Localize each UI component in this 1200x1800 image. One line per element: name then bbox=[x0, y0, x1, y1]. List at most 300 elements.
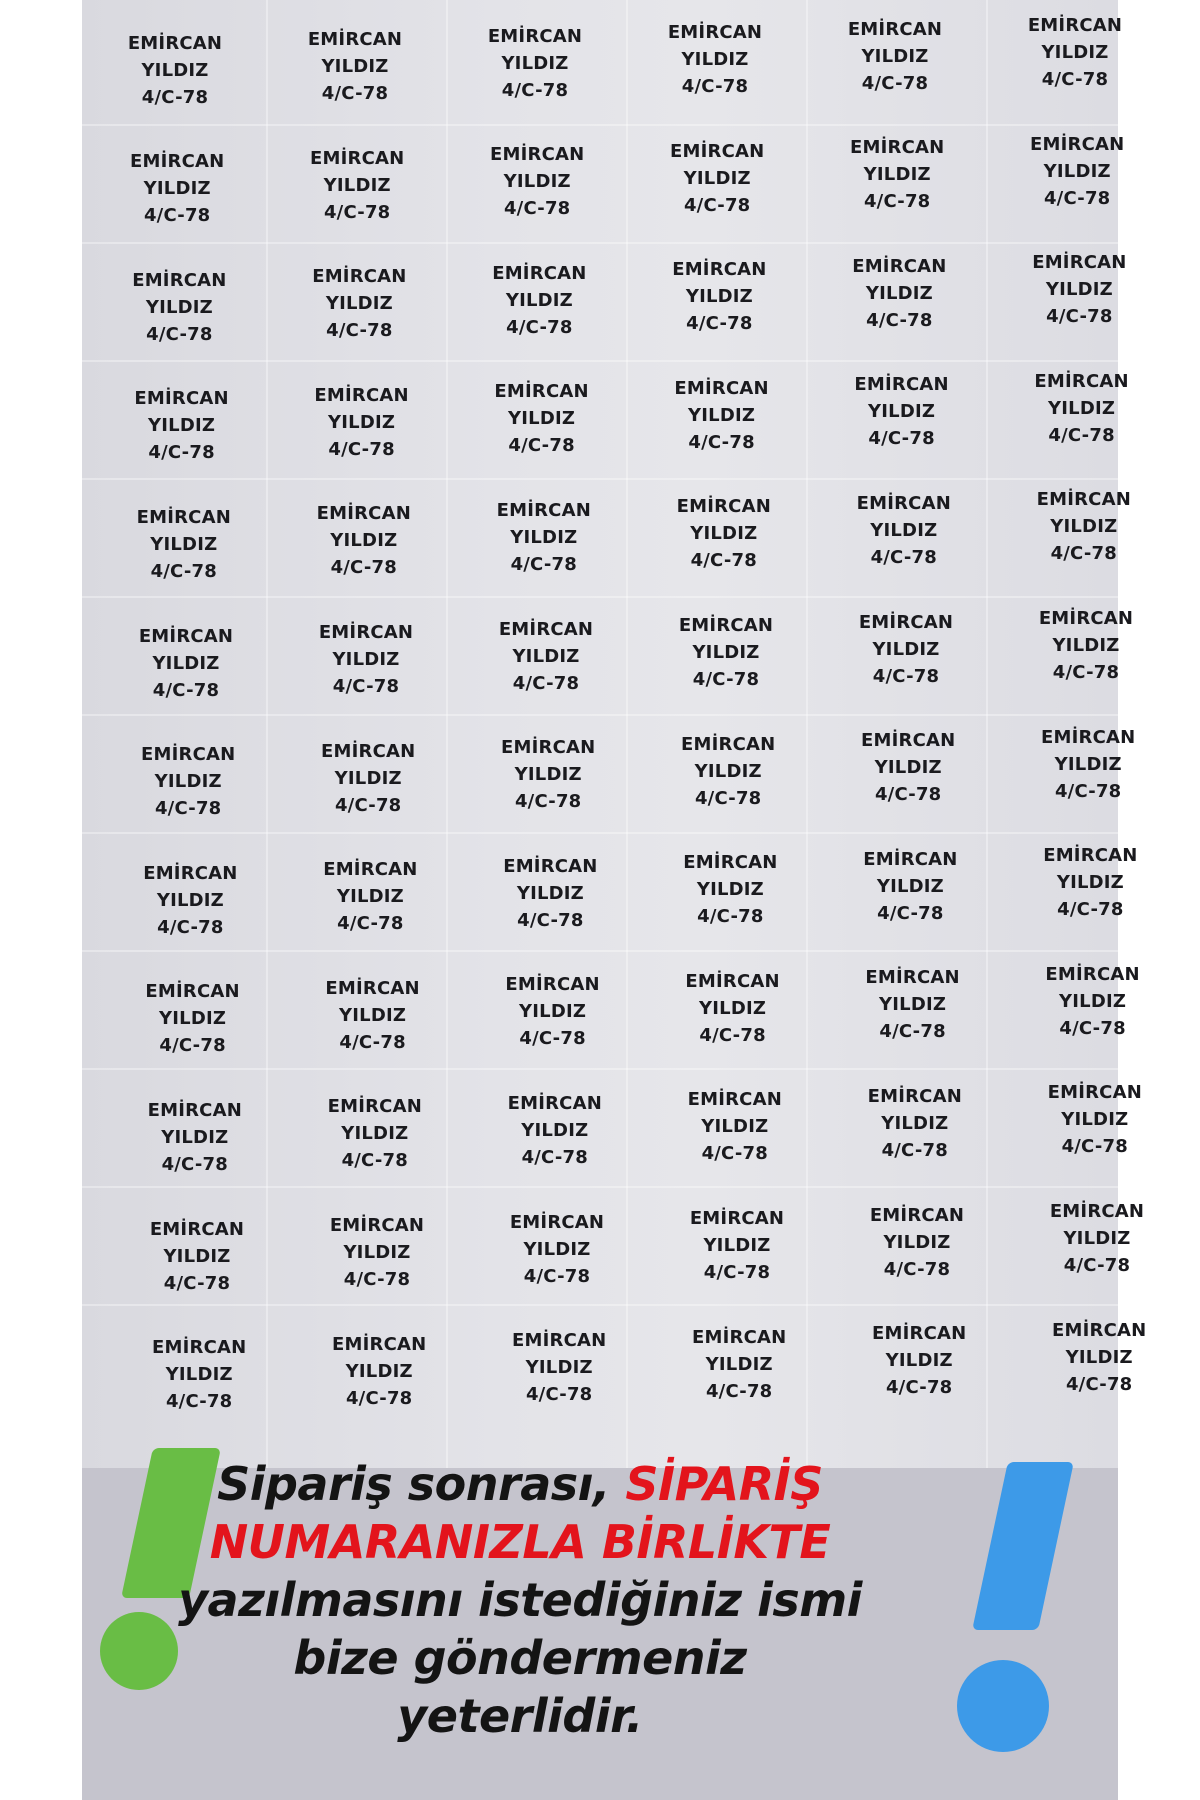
name-label-line2: YILDIZ bbox=[328, 411, 396, 433]
name-label bbox=[112, 1201, 282, 1311]
name-label-line1: EMİRCAN bbox=[1045, 963, 1140, 985]
name-label bbox=[834, 1306, 1004, 1416]
name-label-line2: YILDIZ bbox=[336, 886, 404, 908]
name-label bbox=[823, 713, 993, 823]
name-label bbox=[114, 1320, 284, 1430]
name-label-line2: YILDIZ bbox=[865, 282, 933, 304]
name-label-line1: EMİRCAN bbox=[1049, 1201, 1145, 1222]
name-label-line1: EMİRCAN bbox=[1052, 1319, 1147, 1341]
name-label-line3: 4/C-78 bbox=[345, 1387, 413, 1409]
name-label-line3: 4/C-78 bbox=[341, 1150, 409, 1172]
name-label bbox=[830, 1068, 1000, 1178]
name-label-line2: YILDIZ bbox=[159, 1008, 227, 1030]
name-label-line3: 4/C-78 bbox=[339, 1031, 406, 1053]
name-label-line3: 4/C-78 bbox=[683, 194, 751, 216]
name-label-line1: EMİRCAN bbox=[503, 855, 598, 877]
name-label-line2: YILDIZ bbox=[154, 771, 222, 793]
name-label-line2: YILDIZ bbox=[514, 764, 582, 786]
name-label-line2: YILDIZ bbox=[321, 56, 389, 77]
name-label bbox=[288, 960, 458, 1070]
label-column-divider bbox=[266, 0, 268, 1468]
name-label-line1: EMİRCAN bbox=[487, 25, 583, 47]
name-label bbox=[994, 235, 1164, 345]
exclamation-green-dot-icon bbox=[100, 1612, 178, 1690]
name-label bbox=[97, 371, 267, 481]
name-label-line3: 4/C-78 bbox=[154, 798, 222, 820]
name-label-line3: 4/C-78 bbox=[861, 72, 929, 94]
name-label-line2: YILDIZ bbox=[345, 1360, 413, 1382]
label-sheet bbox=[82, 0, 1147, 1468]
label-column-divider bbox=[986, 0, 988, 1468]
name-label-line2: YILDIZ bbox=[1056, 872, 1124, 894]
label-row-divider bbox=[82, 950, 1118, 952]
name-label-line1: EMİRCAN bbox=[683, 852, 778, 874]
name-label-line3: 4/C-78 bbox=[506, 316, 573, 338]
name-label-line2: YILDIZ bbox=[332, 649, 400, 670]
name-label-line2: YILDIZ bbox=[343, 1242, 411, 1263]
name-label-line3: 4/C-78 bbox=[510, 553, 578, 575]
name-label bbox=[92, 134, 262, 244]
name-label-line1: EMİRCAN bbox=[141, 744, 236, 766]
name-label bbox=[639, 479, 809, 589]
name-label-line2: YILDIZ bbox=[150, 533, 218, 555]
name-label-line1: EMİRCAN bbox=[134, 388, 229, 410]
name-label-line1: EMİRCAN bbox=[867, 1085, 962, 1107]
name-label-line2: YILDIZ bbox=[1061, 1109, 1129, 1131]
name-label-line1: EMİRCAN bbox=[1043, 845, 1138, 867]
name-label-line2: YILDIZ bbox=[330, 530, 398, 552]
label-row-divider bbox=[82, 478, 1118, 480]
name-label-line3: 4/C-78 bbox=[697, 906, 764, 928]
name-label bbox=[810, 1, 980, 111]
name-label-line3: 4/C-78 bbox=[1048, 424, 1115, 446]
label-row-divider bbox=[82, 1068, 1118, 1070]
name-label bbox=[634, 242, 804, 352]
name-label-line2: YILDIZ bbox=[688, 404, 756, 426]
caption-part-2-highlight: SİPARİŞ NUMARANIZLA BİRLİKTE bbox=[209, 1457, 831, 1569]
name-label-line2: YILDIZ bbox=[1043, 160, 1111, 182]
name-label-line3: 4/C-78 bbox=[681, 76, 749, 97]
name-label bbox=[90, 15, 260, 125]
name-label bbox=[468, 957, 638, 1067]
name-label-line3: 4/C-78 bbox=[1061, 1136, 1129, 1158]
name-label-line3: 4/C-78 bbox=[321, 83, 389, 104]
name-label-line3: 4/C-78 bbox=[159, 1035, 226, 1057]
name-label-line2: YILDIZ bbox=[701, 1116, 769, 1138]
name-label-line1: EMİRCAN bbox=[1041, 726, 1136, 748]
name-label-line2: YILDIZ bbox=[163, 1245, 231, 1267]
name-label-line3: 4/C-78 bbox=[146, 323, 213, 345]
name-label-line2: YILDIZ bbox=[703, 1235, 771, 1256]
name-label-line1: EMİRCAN bbox=[496, 499, 591, 521]
name-label-line2: YILDIZ bbox=[512, 645, 580, 667]
name-label-line1: EMİRCAN bbox=[685, 970, 780, 992]
name-label-line3: 4/C-78 bbox=[703, 1262, 771, 1283]
name-label-line3: 4/C-78 bbox=[326, 320, 393, 342]
name-label bbox=[274, 249, 444, 359]
name-label-line3: 4/C-78 bbox=[143, 205, 211, 227]
name-label-line3: 4/C-78 bbox=[879, 1021, 946, 1043]
name-label-line1: EMİRCAN bbox=[512, 1330, 607, 1352]
name-label-line1: EMİRCAN bbox=[869, 1204, 965, 1226]
name-label-line1: EMİRCAN bbox=[327, 1096, 422, 1118]
name-label-line3: 4/C-78 bbox=[161, 1153, 229, 1175]
name-label-line2: YILDIZ bbox=[1059, 990, 1127, 1012]
name-label-line2: YILDIZ bbox=[872, 638, 940, 660]
name-label-line3: 4/C-78 bbox=[874, 784, 942, 806]
name-label bbox=[463, 720, 633, 830]
name-label-line1: EMİRCAN bbox=[1032, 252, 1127, 274]
name-label-line3: 4/C-78 bbox=[701, 1143, 769, 1165]
name-label-line2: YILDIZ bbox=[863, 164, 931, 186]
name-label-line3: 4/C-78 bbox=[337, 913, 404, 935]
name-label-line3: 4/C-78 bbox=[1057, 899, 1124, 921]
name-label-line2: YILDIZ bbox=[525, 1357, 593, 1379]
name-label-line2: YILDIZ bbox=[1063, 1228, 1131, 1249]
caption-part-1: Sipariş sonrası, bbox=[217, 1457, 626, 1511]
label-row-divider bbox=[82, 1186, 1118, 1188]
name-label bbox=[470, 1075, 640, 1185]
name-label-line3: 4/C-78 bbox=[503, 198, 571, 220]
name-label bbox=[632, 123, 802, 233]
name-label-line3: 4/C-78 bbox=[1065, 1373, 1133, 1395]
name-label-line3: 4/C-78 bbox=[877, 902, 944, 924]
name-label bbox=[290, 1079, 460, 1189]
name-label-line3: 4/C-78 bbox=[705, 1380, 773, 1402]
name-label-line3: 4/C-78 bbox=[699, 1024, 766, 1046]
name-label-line2: YILDIZ bbox=[874, 757, 942, 779]
name-label-line3: 4/C-78 bbox=[328, 438, 395, 460]
name-label bbox=[110, 1082, 280, 1192]
name-label-line1: EMİRCAN bbox=[490, 144, 585, 166]
name-label-line2: YILDIZ bbox=[152, 652, 220, 674]
name-label-line3: 4/C-78 bbox=[501, 79, 569, 101]
name-label bbox=[94, 252, 264, 362]
name-label-line1: EMİRCAN bbox=[314, 384, 409, 406]
name-label-line1: EMİRCAN bbox=[1034, 370, 1129, 392]
name-label-line2: YILDIZ bbox=[521, 1119, 589, 1141]
name-label-line1: EMİRCAN bbox=[692, 1326, 787, 1348]
name-label-line1: EMİRCAN bbox=[323, 859, 418, 881]
name-label-line2: YILDIZ bbox=[165, 1364, 233, 1386]
name-label-line1: EMİRCAN bbox=[321, 740, 416, 762]
name-label-line1: EMİRCAN bbox=[674, 377, 769, 399]
name-label-line1: EMİRCAN bbox=[325, 977, 420, 999]
label-row-divider bbox=[82, 242, 1118, 244]
name-label-line3: 4/C-78 bbox=[692, 669, 760, 690]
name-label bbox=[1008, 946, 1178, 1056]
name-label-line3: 4/C-78 bbox=[1054, 780, 1122, 802]
name-label bbox=[652, 1191, 822, 1301]
name-label-line3: 4/C-78 bbox=[1063, 1255, 1131, 1276]
name-label-line3: 4/C-78 bbox=[525, 1384, 593, 1406]
name-label-line3: 4/C-78 bbox=[508, 435, 575, 457]
name-label-line1: EMİRCAN bbox=[312, 266, 407, 288]
name-label-line2: YILDIZ bbox=[143, 178, 211, 200]
name-label-line2: YILDIZ bbox=[692, 642, 760, 663]
name-label bbox=[457, 364, 627, 474]
name-label-line1: EMİRCAN bbox=[1038, 608, 1134, 629]
name-label-line3: 4/C-78 bbox=[521, 1146, 589, 1168]
label-row-divider bbox=[82, 1304, 1118, 1306]
name-label-line1: EMİRCAN bbox=[689, 1208, 785, 1229]
name-label-line2: YILDIZ bbox=[1065, 1346, 1133, 1368]
name-label-line2: YILDIZ bbox=[503, 171, 571, 193]
name-label bbox=[832, 1187, 1002, 1297]
name-label bbox=[821, 594, 991, 704]
name-label-line1: EMİRCAN bbox=[865, 967, 960, 989]
name-label-line1: EMİRCAN bbox=[676, 496, 771, 518]
name-label-line2: YILDIZ bbox=[694, 760, 762, 782]
name-label-line3: 4/C-78 bbox=[157, 916, 224, 938]
name-label-line2: YILDIZ bbox=[523, 1238, 591, 1260]
name-label-line1: EMİRCAN bbox=[856, 492, 951, 514]
name-label-line3: 4/C-78 bbox=[514, 791, 582, 813]
name-label bbox=[105, 845, 275, 955]
name-label-line3: 4/C-78 bbox=[870, 546, 938, 568]
name-label bbox=[283, 723, 453, 833]
name-label-line3: 4/C-78 bbox=[165, 1391, 233, 1413]
name-label-line2: YILDIZ bbox=[699, 997, 767, 1019]
name-label-line2: YILDIZ bbox=[501, 52, 569, 74]
name-label-line1: EMİRCAN bbox=[132, 269, 227, 291]
name-label bbox=[272, 130, 442, 240]
label-row-divider bbox=[82, 596, 1118, 598]
name-label-line3: 4/C-78 bbox=[150, 560, 218, 582]
name-label bbox=[654, 1309, 824, 1419]
name-label bbox=[281, 605, 451, 715]
name-label bbox=[452, 127, 622, 237]
name-label-line3: 4/C-78 bbox=[163, 1272, 231, 1294]
name-label bbox=[270, 12, 440, 122]
name-label bbox=[819, 475, 989, 585]
label-column-divider bbox=[626, 0, 628, 1468]
name-label-line2: YILDIZ bbox=[1054, 753, 1122, 775]
name-label bbox=[637, 360, 807, 470]
name-label-line3: 4/C-78 bbox=[1050, 543, 1118, 565]
name-label-line1: EMİRCAN bbox=[501, 737, 596, 759]
name-label bbox=[285, 842, 455, 952]
name-label-line3: 4/C-78 bbox=[330, 557, 398, 579]
name-label-line1: EMİRCAN bbox=[494, 381, 589, 403]
name-label-line3: 4/C-78 bbox=[1052, 662, 1120, 683]
name-label-line2: YILDIZ bbox=[510, 526, 578, 548]
name-label-line2: YILDIZ bbox=[339, 1004, 407, 1026]
name-label-line2: YILDIZ bbox=[334, 767, 402, 789]
name-label-line1: EMİRCAN bbox=[316, 503, 411, 525]
name-label-line1: EMİRCAN bbox=[667, 22, 763, 43]
name-label-line3: 4/C-78 bbox=[872, 665, 940, 687]
name-label-line1: EMİRCAN bbox=[687, 1089, 782, 1111]
name-label-line3: 4/C-78 bbox=[690, 550, 758, 572]
name-label-line1: EMİRCAN bbox=[136, 506, 231, 528]
name-label-line3: 4/C-78 bbox=[517, 909, 584, 931]
name-label bbox=[1003, 709, 1173, 819]
name-label-line2: YILDIZ bbox=[341, 1123, 409, 1145]
name-label bbox=[828, 950, 998, 1060]
name-label-line1: EMİRCAN bbox=[498, 618, 594, 640]
name-label-line1: EMİRCAN bbox=[850, 137, 945, 159]
name-label-line2: YILDIZ bbox=[323, 174, 391, 196]
name-label-line2: YILDIZ bbox=[1052, 635, 1120, 656]
name-label bbox=[454, 245, 624, 355]
name-label-line2: YILDIZ bbox=[883, 1231, 951, 1253]
name-label-line3: 4/C-78 bbox=[866, 309, 933, 331]
name-label-line2: YILDIZ bbox=[508, 408, 576, 430]
name-label bbox=[103, 727, 273, 837]
name-label bbox=[459, 482, 629, 592]
name-label-line3: 4/C-78 bbox=[688, 431, 755, 453]
name-label bbox=[1001, 591, 1171, 701]
name-label-line1: EMİRCAN bbox=[858, 611, 954, 633]
name-label bbox=[814, 238, 984, 348]
name-label-line3: 4/C-78 bbox=[881, 1139, 949, 1161]
name-label bbox=[277, 367, 447, 477]
name-label-line1: EMİRCAN bbox=[149, 1218, 245, 1240]
name-label-line1: EMİRCAN bbox=[127, 32, 223, 54]
label-row-divider bbox=[82, 714, 1118, 716]
name-label-line2: YILDIZ bbox=[885, 1350, 953, 1372]
name-label bbox=[294, 1316, 464, 1426]
name-label-line1: EMİRCAN bbox=[672, 259, 767, 281]
name-label-line3: 4/C-78 bbox=[334, 794, 402, 816]
name-label bbox=[450, 8, 620, 118]
name-label bbox=[1014, 1302, 1184, 1412]
name-label-line2: YILDIZ bbox=[696, 879, 764, 901]
name-label bbox=[817, 357, 987, 467]
name-label-line1: EMİRCAN bbox=[1047, 1082, 1142, 1104]
name-label-line1: EMİRCAN bbox=[1027, 15, 1123, 36]
name-label-line2: YILDIZ bbox=[868, 401, 936, 423]
name-label-line1: EMİRCAN bbox=[854, 374, 949, 396]
name-label bbox=[292, 1198, 462, 1308]
name-label-line1: EMİRCAN bbox=[852, 255, 947, 277]
name-label bbox=[645, 835, 815, 945]
name-label bbox=[648, 953, 818, 1063]
name-label-line3: 4/C-78 bbox=[512, 672, 580, 694]
name-label-line1: EMİRCAN bbox=[1030, 133, 1125, 155]
name-label-line2: YILDIZ bbox=[145, 296, 213, 318]
order-instruction-caption bbox=[170, 1455, 870, 1745]
name-label-line3: 4/C-78 bbox=[141, 86, 209, 108]
name-label-line1: EMİRCAN bbox=[138, 625, 234, 647]
name-label-line2: YILDIZ bbox=[705, 1353, 773, 1375]
name-label-line3: 4/C-78 bbox=[686, 313, 753, 335]
name-label-line3: 4/C-78 bbox=[523, 1265, 591, 1287]
name-label bbox=[472, 1194, 642, 1304]
name-label-line2: YILDIZ bbox=[325, 293, 393, 315]
name-label-line2: YILDIZ bbox=[683, 167, 751, 189]
name-label-line1: EMİRCAN bbox=[152, 1337, 247, 1359]
name-label bbox=[99, 489, 269, 599]
name-label-line3: 4/C-78 bbox=[1041, 69, 1109, 90]
label-column-divider bbox=[446, 0, 448, 1468]
name-label-line2: YILDIZ bbox=[861, 45, 929, 67]
name-label-line1: EMİRCAN bbox=[130, 151, 225, 173]
name-label-line1: EMİRCAN bbox=[318, 622, 414, 643]
name-label bbox=[643, 716, 813, 826]
name-label-line2: YILDIZ bbox=[156, 889, 224, 911]
label-row-divider bbox=[82, 124, 1118, 126]
name-label bbox=[990, 0, 1160, 108]
name-label-line1: EMİRCAN bbox=[310, 147, 405, 169]
name-label-line1: EMİRCAN bbox=[145, 981, 240, 1003]
name-label-line1: EMİRCAN bbox=[307, 29, 403, 50]
name-label bbox=[997, 353, 1167, 463]
name-label bbox=[1012, 1184, 1182, 1294]
name-label bbox=[825, 831, 995, 941]
name-label bbox=[992, 116, 1162, 226]
exclamation-blue-dot-icon bbox=[957, 1660, 1049, 1752]
name-label-line2: YILDIZ bbox=[681, 49, 749, 70]
name-label-line2: YILDIZ bbox=[870, 519, 938, 541]
name-label-line2: YILDIZ bbox=[519, 1001, 587, 1023]
name-label-line1: EMİRCAN bbox=[678, 615, 774, 636]
name-label-line3: 4/C-78 bbox=[1043, 187, 1111, 209]
name-label-line3: 4/C-78 bbox=[694, 787, 762, 809]
name-label-line1: EMİRCAN bbox=[505, 974, 600, 996]
name-label-line3: 4/C-78 bbox=[519, 1028, 586, 1050]
name-label bbox=[1010, 1065, 1180, 1175]
name-label-line3: 4/C-78 bbox=[868, 428, 935, 450]
label-row-divider bbox=[82, 832, 1118, 834]
name-label-line1: EMİRCAN bbox=[329, 1215, 425, 1236]
name-label-line3: 4/C-78 bbox=[1046, 306, 1113, 328]
name-label-line2: YILDIZ bbox=[879, 994, 947, 1016]
name-label bbox=[461, 601, 631, 711]
name-label bbox=[108, 964, 278, 1074]
name-label-line3: 4/C-78 bbox=[323, 201, 391, 223]
name-label-line2: YILDIZ bbox=[161, 1126, 229, 1148]
name-label-line1: EMİRCAN bbox=[872, 1323, 967, 1345]
name-label-line2: YILDIZ bbox=[881, 1112, 949, 1134]
name-label bbox=[641, 598, 811, 708]
name-label-line2: YILDIZ bbox=[1041, 42, 1109, 63]
name-label-line3: 4/C-78 bbox=[883, 1258, 951, 1280]
name-label-line1: EMİRCAN bbox=[1036, 489, 1131, 511]
name-label-line1: EMİRCAN bbox=[863, 848, 958, 870]
name-label-line1: EMİRCAN bbox=[847, 18, 943, 40]
name-label-line1: EMİRCAN bbox=[147, 1099, 242, 1121]
name-label bbox=[999, 472, 1169, 582]
name-label-line1: EMİRCAN bbox=[507, 1092, 602, 1114]
name-label-line1: EMİRCAN bbox=[509, 1211, 605, 1233]
name-label-line2: YILDIZ bbox=[1050, 516, 1118, 538]
name-label-line1: EMİRCAN bbox=[143, 862, 238, 884]
name-label-line3: 4/C-78 bbox=[885, 1377, 953, 1399]
name-label-line2: YILDIZ bbox=[1045, 279, 1113, 301]
label-column-divider bbox=[806, 0, 808, 1468]
name-label bbox=[465, 838, 635, 948]
name-label-line3: 4/C-78 bbox=[148, 442, 215, 464]
caption-part-3: yazılmasını istediğiniz ismi bize göndermeniz yeterlidir. bbox=[178, 1573, 862, 1743]
name-label-line3: 4/C-78 bbox=[332, 676, 400, 697]
name-label-line3: 4/C-78 bbox=[343, 1269, 411, 1290]
name-label-line1: EMİRCAN bbox=[861, 730, 956, 752]
name-label bbox=[101, 608, 271, 718]
name-label bbox=[1005, 828, 1175, 938]
label-row-divider bbox=[82, 360, 1118, 362]
name-label bbox=[812, 120, 982, 230]
name-label-line2: YILDIZ bbox=[516, 882, 584, 904]
name-label-line2: YILDIZ bbox=[505, 289, 573, 311]
name-label bbox=[630, 5, 800, 115]
name-label-line3: 4/C-78 bbox=[1059, 1017, 1126, 1039]
name-label bbox=[474, 1313, 644, 1423]
name-label-line3: 4/C-78 bbox=[863, 191, 931, 213]
name-label-line1: EMİRCAN bbox=[332, 1333, 427, 1355]
name-label-line1: EMİRCAN bbox=[670, 140, 765, 162]
